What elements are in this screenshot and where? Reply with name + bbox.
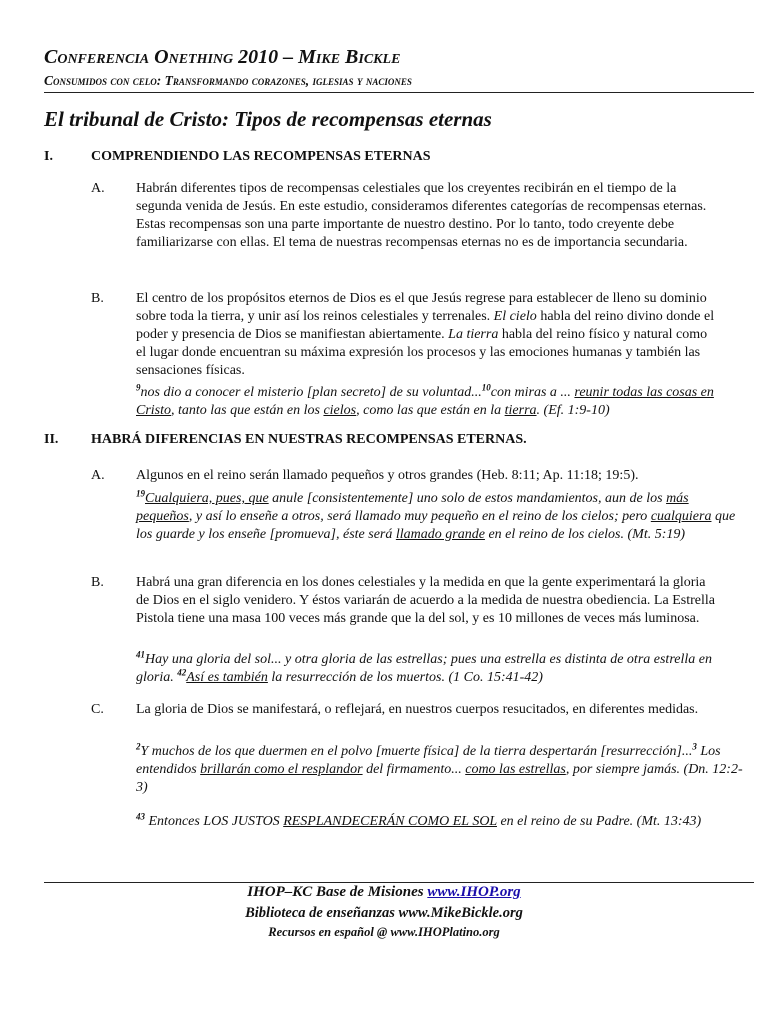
text-run: , tanto las que están en los — [171, 403, 324, 418]
verse-number: 19 — [136, 488, 145, 499]
text-run: tierra — [504, 403, 537, 418]
text-run: , por siempre jamás. (Dn. 12:2-3) — [136, 762, 743, 795]
section-title: COMPRENDIENDO LAS RECOMPENSAS ETERNAS — [91, 149, 431, 164]
item-text: Habrán diferentes tipos de recompensas celestiales que los creyentes recibirán en el tiempo de la segunda venida de Jesús. En este estudio, consideramos diferentes categorías de recompensas eternas. Estas recompensas son una parte importante de nuestro destino. Por lo tanto, todo creyente debe familiarizarse con ellas. El tema de nuestras recompensas eternas no es de importancia secundaria. — [136, 181, 707, 250]
item-letter: C. — [91, 702, 104, 717]
footer-line-1 — [44, 884, 724, 901]
text-run: cualquiera — [650, 509, 712, 524]
scripture-quote-dn12 — [136, 743, 746, 797]
text-run: del firmamento... — [362, 762, 466, 777]
conference-subtitle: Consumidos con celo: Transformando corazones, iglesias y naciones — [44, 73, 412, 88]
footer-line-3: Recursos en español @ www.IHOPlatino.org — [268, 925, 500, 939]
text-run: . (Ef. 1:9-10) — [536, 403, 610, 418]
section-title: HABRÁ DIFERENCIAS EN NUESTRAS RECOMPENSAS ETERNAS. — [91, 432, 527, 447]
text-run: Así es también — [186, 670, 268, 685]
verse-number: 3 — [692, 741, 697, 752]
scripture-quote-eph — [136, 384, 746, 420]
item-text — [136, 290, 716, 380]
text-run: cielos — [323, 403, 357, 418]
verse-number: 42 — [177, 667, 187, 678]
text-run: reunir todas las cosas en Cristo — [136, 385, 714, 418]
text-run: que los guarde y los enseñe [promueva], éste será — [136, 509, 736, 542]
text-run: nos dio a conocer el misterio [plan secreto] de su voluntad... — [140, 385, 482, 400]
text-run: , y así lo enseñe a otros, será llamado muy pequeño en el reino de los cielos; pero — [188, 509, 651, 524]
item-letter: A. — [91, 181, 105, 196]
verse-number: 9 — [136, 382, 141, 393]
item-text: La gloria de Dios se manifestará, o reflejará, en nuestros cuerpos resucitados, en diferentes medidas. — [136, 702, 699, 717]
verse-number: 2 — [136, 741, 141, 752]
document-page — [44, 0, 754, 1024]
text-run: con miras a ... — [490, 385, 575, 400]
text-run: Cualquiera, pues, que — [145, 491, 269, 506]
verse-number: 43 — [136, 811, 145, 822]
header-divider — [44, 92, 754, 93]
item-text: Habrá una gran diferencia en los dones celestiales y la medida en que la gente experimentará la gloria de Dios en el siglo venidero. Y éstos variarán de acuerdo a la medida de nuestra obediencia. La Estrella Pistola tiene una masa 100 veces más grande que la del sol, y es 10 millones de veces más luminosa. — [136, 575, 715, 626]
text-run: más pequeños — [136, 491, 689, 524]
text-run: como las estrellas — [465, 762, 566, 777]
scripture-quote-mt13 — [136, 813, 746, 831]
item-letter: A. — [91, 468, 105, 483]
verse-number: 10 — [481, 382, 491, 393]
text-run: brillarán como el resplandor — [200, 762, 363, 777]
text-run: llamado grande — [395, 527, 485, 542]
page-title: El tribunal de Cristo: Tipos de recompensas eternas — [44, 107, 492, 131]
footer-divider — [44, 882, 754, 883]
text-run: Los entendidos — [136, 744, 721, 777]
text-run: El centro de los propósitos eternos de Dios es el que Jesús regrese para establecer de lleno su dominio sobre toda la tierra, y unir así los reinos celestiales y terrenales. — [136, 291, 707, 324]
footer-line-2: Biblioteca de enseñanzas www.MikeBickle.org — [245, 905, 523, 921]
item-letter: B. — [91, 291, 104, 306]
text-run: en el reino de su Padre. (Mt. 13:43) — [496, 814, 702, 829]
text-run: La tierra — [448, 327, 499, 342]
text-run: , como las que están en la — [356, 403, 505, 418]
ihop-link[interactable]: www.IHOP.org — [427, 884, 521, 900]
text-run: habla del reino físico y natural como el lugar donde encuentran su máxima expresión los procesos y las emociones humanas y también las sensaciones físicas. — [136, 327, 708, 378]
verse-number: 41 — [136, 649, 145, 660]
text-run: El cielo — [493, 309, 537, 324]
text-run: Hay una gloria del sol... y otra gloria de las estrellas; pues una estrella es distinta de otra estrella en gloria. — [136, 652, 712, 685]
text-run: la resurrección de los muertos. (1 Co. 15:41-42) — [267, 670, 543, 685]
conference-header: Conferencia Onething 2010 – Mike Bickle — [44, 46, 401, 68]
item-text: Algunos en el reino serán llamado pequeños y otros grandes (Heb. 8:11; Ap. 11:18; 19:5). — [136, 468, 639, 483]
text-run: Y muchos de los que duermen en el polvo [muerte física] de la tierra despertarán [resurrección]... — [140, 744, 693, 759]
section-number: I. — [44, 149, 53, 164]
text-run: en el reino de los cielos. (Mt. 5:19) — [484, 527, 686, 542]
text-run: Entonces LOS JUSTOS — [145, 814, 284, 829]
scripture-quote-1co15 — [136, 651, 746, 687]
text-run: anule [consistentemente] uno solo de estos mandamientos, aun de los — [268, 491, 667, 506]
text-run: habla del reino divino donde el poder y presencia de Dios se manifiestan abiertamente. — [136, 309, 715, 342]
item-letter: B. — [91, 575, 104, 590]
section-number: II. — [44, 432, 59, 447]
scripture-quote-mt5 — [136, 490, 746, 544]
footer-org-text: IHOP–KC Base de Misiones — [247, 884, 428, 900]
text-run: RESPLANDECERÁN COMO EL SOL — [283, 814, 497, 829]
